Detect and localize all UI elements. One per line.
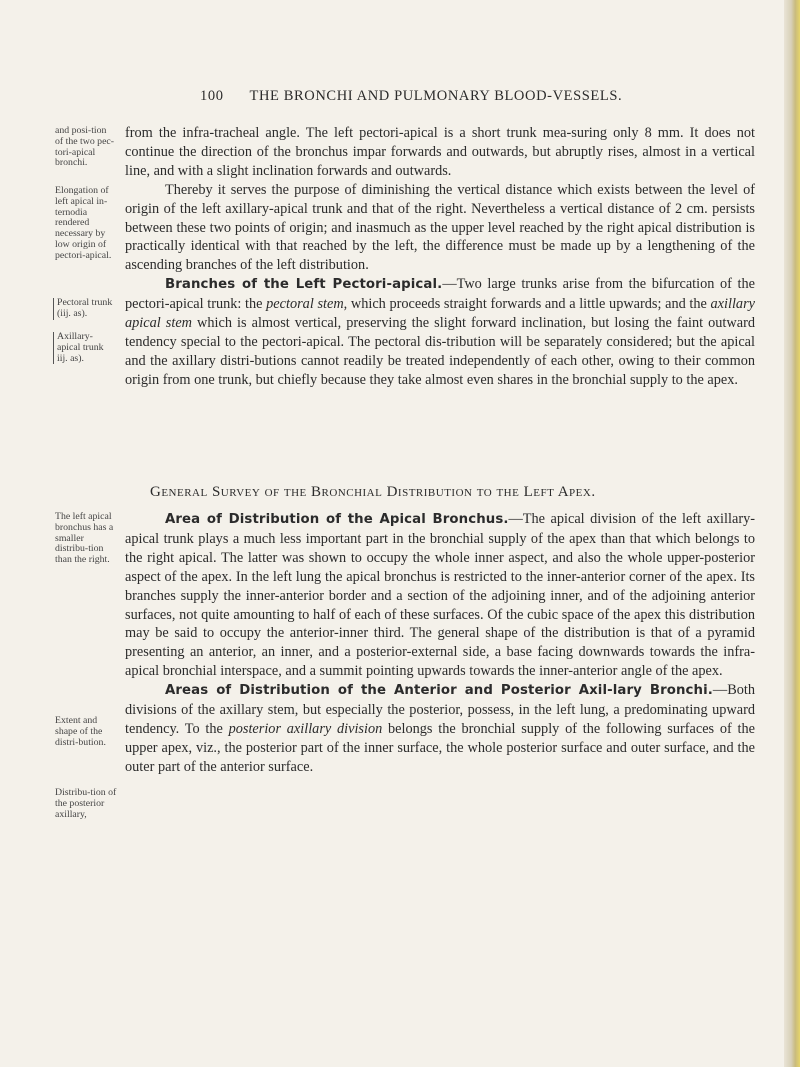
margin-note: Elongation of left apical in-ternodia rendered necessary by low origin of pectori-apical. [55, 185, 112, 261]
paragraph: from the infra-tracheal angle. The left pectori-apical is a short trunk mea-suring only 8 mm. It does not continue the direction of the bronchus impar forwards and outwards, but abruptly rises, almost in a vertical line, and with a slight inclination forwards and outwards. [125, 125, 755, 179]
emphasis: pectoral stem [266, 296, 344, 313]
paragraph-heading: Areas of Distribution of the Anterior and Posterior Axil-lary Bronchi. [165, 683, 713, 699]
body-text-bottom [125, 510, 755, 777]
paragraph-heading: Branches of the Left Pectori-apical. [165, 277, 443, 293]
paragraph-text: which is almost vertical, preserving the slight forward inclination, but losing the faint outward tendency special to the pectori-apical. The pectoral dis-tribution will be separately considered; but the apical and the axillary distri-butions cannot readily be treated independently of each other, owing to their common origin from one trunk, but chiefly because they take almost even shares in the bronchial supply to the apex. [125, 315, 755, 388]
section-title: General Survey of the Bronchial Distribution to the Left Apex. [150, 484, 596, 500]
body-text-top [125, 124, 755, 390]
paragraph-text: —The apical division of the left axillary-apical trunk plays a much less important part in the bronchial supply of the apex than that which belongs to the right apical. The latter was shown to occupy the whole inner aspect, and also the whole upper-posterior aspect of the apex. In the left lung the apical bronchus is restricted to the inner-anterior corner of the apex. Its branches supply the inner-anterior border and a section of the adjoining inner, and of the adjoining anterior surfaces, not quite amounting to half of each of these surfaces. Of the cubic space of the apex this distribution may be said to occupy the anterior-inner third. The general shape of the distribution is that of a pyramid presenting an anterior, an inner, and a posterior-external side, a base facing downwards towards the infra-apical bronchial interspace, and a summit pointing upwards towards the inner-anterior angle of the apex. [125, 511, 755, 680]
paragraph [125, 681, 755, 777]
page-number: 100 [200, 88, 224, 104]
page-edge [784, 0, 800, 1067]
margin-note: Pectoral trunk (iij. as). [53, 298, 115, 320]
paragraph-text: —Both divisions of the axillary stem, but especially the posterior, possess, in the left lung, a predominating upward tendency. To the [125, 682, 755, 737]
paragraph-text: —Two large trunks arise from the bifurcation of the pectori-apical trunk: the [125, 276, 755, 313]
paragraph-text: belongs the bronchial supply of the following surfaces of the upper apex, viz., the posterior part of the inner surface, the whole posterior surface and outer surface, and the outer part of the anterior surface. [125, 720, 755, 775]
margin-note: and posi-tion of the two pec-tori-apical bronchi. [55, 125, 115, 169]
paragraph-text: , which proceeds straight forwards and a little upwards; and the [343, 296, 711, 313]
running-title: THE BRONCHI AND PULMONARY BLOOD-VESSELS. [249, 88, 623, 104]
margin-note: Distribu-tion of the posterior axillary, [55, 787, 117, 820]
running-head [200, 88, 640, 105]
paragraph [125, 275, 755, 389]
paragraph-heading: Area of Distribution of the Apical Bronchus. [165, 512, 509, 527]
paragraph: Thereby it serves the purpose of diminishing the vertical distance which exists between the level of origin of the left axillary-apical trunk and that of the right. Nevertheless a vertical distance of 2 cm. persists between these two points of origin; and inasmuch as the upper level reached by the right apical distribution is practically identical with that reached by the left, the difference must be made up by a lengthening of the ascending branches of the left distribution. [125, 181, 755, 274]
margin-note: The left apical bronchus has a smaller distribu-tion than the right. [55, 511, 114, 566]
paragraph [125, 510, 755, 681]
emphasis: posterior axillary division [228, 720, 383, 737]
margin-note: Extent and shape of the distri-bution. [55, 715, 106, 748]
margin-note: Axillary-apical trunk iij. as). [53, 332, 115, 364]
emphasis: axillary apical stem [125, 296, 755, 332]
